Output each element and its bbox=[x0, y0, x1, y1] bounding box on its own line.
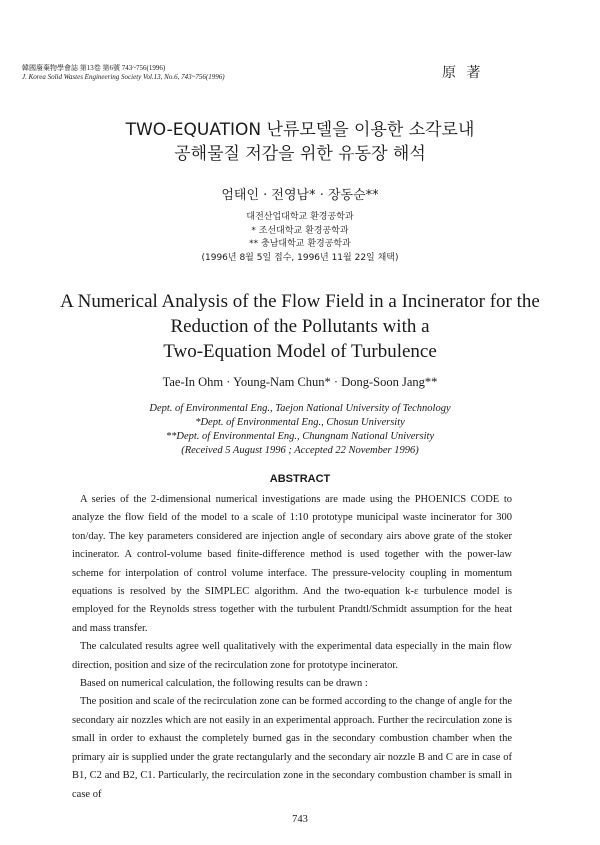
journal-header bbox=[22, 64, 225, 82]
english-affiliations bbox=[0, 402, 600, 458]
english-affiliation: **Dept. of Environmental Eng., Chungnam National University bbox=[165, 431, 435, 442]
korean-affiliations bbox=[0, 211, 600, 265]
korean-title bbox=[0, 118, 600, 166]
journal-citation-english: J. Korea Solid Wastes Engineering Society Vol.13, No.6, 743~756(1996) bbox=[22, 73, 225, 81]
abstract-paragraph: The position and scale of the recirculation zone can be formed according to the change of angle for the secondary air nozzles which are not easily in an experimental approach. Further the recirculation zone is small in order to exhaust the completely burned gas in the secondary combustion chamber when the primary air is supplied under the grate rectangularly and the secondary air nozzle B and C are in case of B1, C2 and B2, C1. Particularly, the recirculation zone in the secondary combustion chamber is small in case of bbox=[72, 696, 512, 800]
abstract-paragraph: The calculated results agree well qualitatively with the experimental data especially in the main flow direction, position and size of the recirculation zone for prototype incinerator. bbox=[72, 641, 512, 671]
abstract-body bbox=[72, 491, 512, 804]
korean-authors: 엄태인 · 전영남* · 장동순** bbox=[221, 188, 379, 203]
korean-title-line: TWO-EQUATION 난류모델을 이용한 소각로내 bbox=[125, 120, 475, 140]
abstract-paragraph: A series of the 2-dimensional numerical investigations are made using the PHOENICS CODE to analyze the flow field of the model to a scale of 1:10 prototype municipal waste incinerator for 300 ton/day. The key parameters considered are injection angle of secondary airs above grate of the stoker incinerator. A control-volume based finite-difference method is used together with the power-law scheme for interpolation of control volume interface. The pressure-velocity coupling in momentum equations is resolved by the SIMPLEC algorithm. And the two-equation k-ε turbulence model is employed for the Reynolds stress together with the turbulent Prandtl/Schmidt assumption for the heat and mass transfer. bbox=[72, 494, 512, 634]
journal-citation-korean: 韓國廢棄物學會誌 第13卷 第6號 743~756(1996) bbox=[22, 64, 166, 72]
english-title-line: Two-Equation Model of Turbulence bbox=[163, 341, 437, 362]
english-received-date: (Received 5 August 1996 ; Accepted 22 November 1996) bbox=[181, 445, 419, 456]
abstract-paragraph: Based on numerical calculation, the following results can be drawn : bbox=[80, 678, 368, 690]
english-title bbox=[0, 289, 600, 364]
korean-affiliation: * 조선대학교 환경공학과 bbox=[251, 225, 349, 236]
korean-affiliation: 대전산업대학교 환경공학과 bbox=[246, 212, 354, 222]
page-number: 743 bbox=[292, 814, 308, 825]
korean-affiliation: ** 충남대학교 환경공학과 bbox=[249, 239, 351, 249]
english-affiliation: *Dept. of Environmental Eng., Chosun University bbox=[195, 417, 405, 428]
english-authors: Tae-In Ohm · Young-Nam Chun* · Dong-Soon Jang** bbox=[162, 375, 438, 389]
article-type-label: 原 著 bbox=[442, 65, 484, 81]
korean-title-line: 공해물질 저감을 위한 유동장 해석 bbox=[174, 144, 426, 164]
english-title-line: Reduction of the Pollutants with a bbox=[170, 316, 430, 337]
korean-received-date: (1996년 8월 5일 접수, 1996년 11월 22일 채택) bbox=[201, 252, 399, 263]
abstract-heading: ABSTRACT bbox=[269, 473, 331, 485]
english-affiliation: Dept. of Environmental Eng., Taejon National University of Technology bbox=[149, 403, 451, 414]
english-title-line: A Numerical Analysis of the Flow Field in a Incinerator for the bbox=[60, 291, 540, 312]
